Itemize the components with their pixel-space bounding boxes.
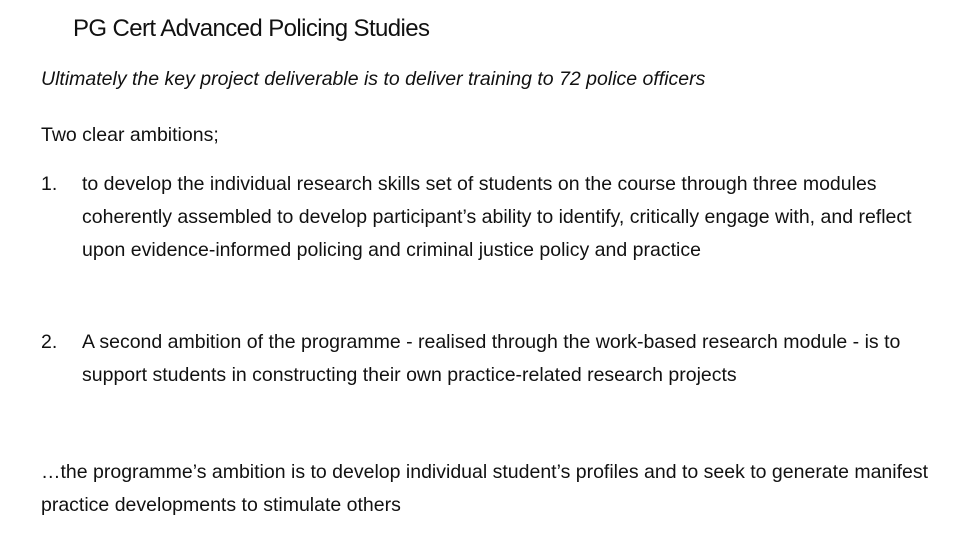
item-text: A second ambition of the programme - realised through the work-based research module - is to support students in constructing their own practice-related research projects [82,331,901,386]
item-number: 2. [41,331,58,353]
intro-statement: Ultimately the key project deliverable is to deliver training to 72 police officers [41,68,706,90]
item-number: 1. [41,173,58,195]
closing-statement: …the programme’s ambition is to develop individual student’s profiles and to seek to generate manifest practice developments to stimulate others [41,461,929,516]
ambition-item-1 [41,168,941,267]
ambition-item-2 [41,326,941,392]
item-text: to develop the individual research skills set of students on the course through three modules coherently assembled to develop participant’s ability to identify, critically engage with, and reflect upon evidence-informed policing and criminal justice policy and practice [82,173,912,261]
slide-title: PG Cert Advanced Policing Studies [73,15,430,42]
ambitions-heading: Two clear ambitions; [41,124,219,146]
